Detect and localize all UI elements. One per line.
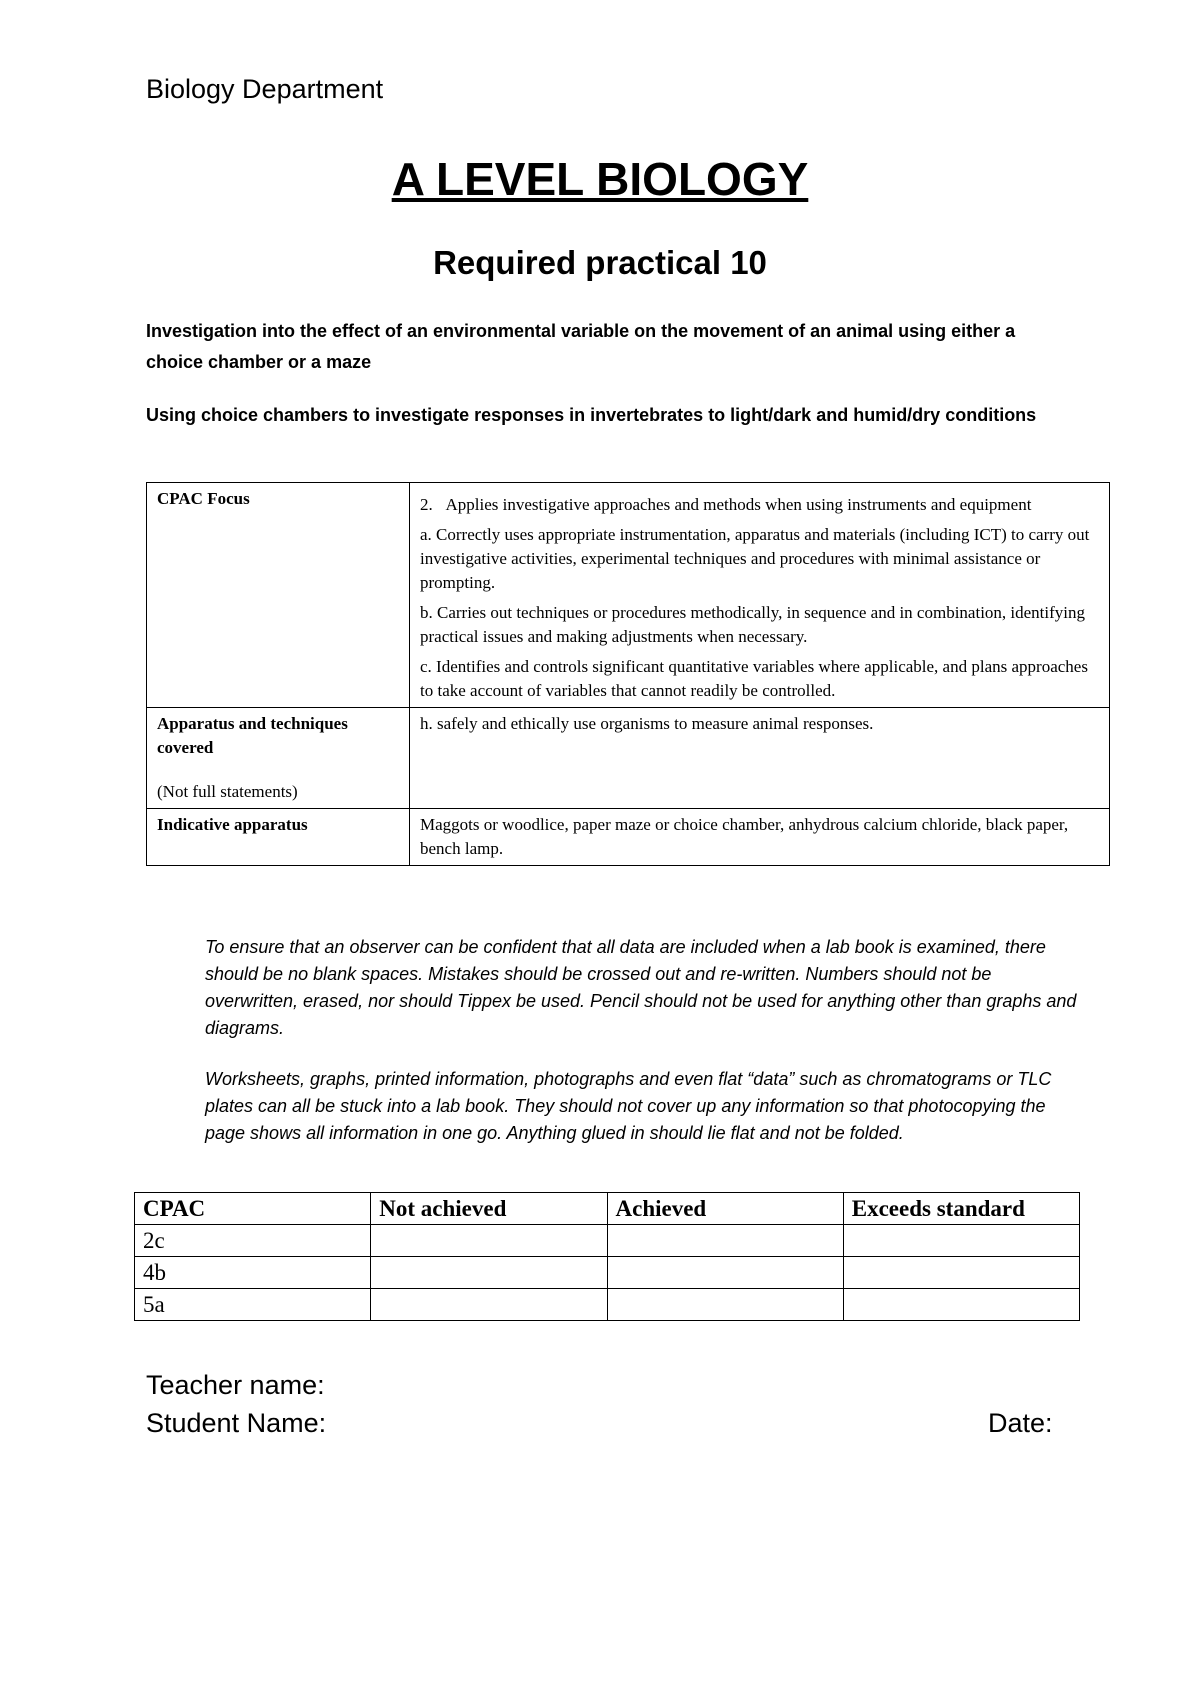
apparatus-label-cell (147, 708, 410, 809)
exceeds-cell[interactable] (843, 1225, 1079, 1257)
cpac-focus-label: CPAC Focus (147, 483, 410, 708)
method-description: Using choice chambers to investigate responses in invertebrates to light/dark and humid/dry conditions (146, 405, 1037, 425)
lab-book-guidance-2: Worksheets, graphs, printed information, photographs and even flat “data” such as chromatograms or TLC plates can all be stuck into a lab book. They should not cover up any information so that photocopying the page shows all information in one go. Anything glued in should lie flat and not be folded. (205, 1069, 1052, 1143)
table-row (135, 1257, 1080, 1289)
not-achieved-cell[interactable] (371, 1225, 607, 1257)
lab-book-guidance-1: To ensure that an observer can be confident that all data are included when a lab book is examined, there should be no blank spaces. Mistakes should be crossed out and re-written. Numbers should not be overwritten, erased, nor should Tippex be used. Pencil should not be used for anything other than graphs and diagrams. (205, 937, 1077, 1038)
achieved-cell[interactable] (607, 1225, 843, 1257)
cpac-focus-item-b: b. Carries out techniques or procedures methodically, in sequence and in combination, identifying practical issues and making adjustments when necessary. (420, 603, 1086, 646)
page-title: A LEVEL BIOLOGY (391, 153, 809, 205)
cpac-code: 4b (135, 1257, 371, 1289)
investigation-description: Investigation into the effect of an environmental variable on the movement of an animal using either a choice chamber or a maze (146, 321, 1016, 372)
apparatus-value: h. safely and ethically use organisms to measure animal responses. (410, 708, 1110, 809)
table-row (147, 483, 1110, 708)
cpac-code: 5a (135, 1289, 371, 1321)
teacher-name-label: Teacher name: (146, 1370, 325, 1400)
table-row (135, 1289, 1080, 1321)
cpac-assessment-table (134, 1192, 1080, 1321)
achieved-cell[interactable] (607, 1289, 843, 1321)
student-name-label: Student Name: (146, 1408, 327, 1438)
indicative-apparatus-label: Indicative apparatus (147, 809, 410, 866)
cpac-focus-table (146, 482, 1110, 866)
department-header: Biology Department (146, 74, 384, 104)
cpac-code: 2c (135, 1225, 371, 1257)
apparatus-label: Apparatus and techniques covered (157, 714, 348, 757)
apparatus-note: (Not full statements) (157, 782, 298, 801)
table-row (135, 1225, 1080, 1257)
cpac-focus-item-a: a. Correctly uses appropriate instrumentation, apparatus and materials (including ICT) to carry out investigative activities, experimental techniques and procedures with minimal assistance or prompting. (420, 525, 1090, 592)
column-header-achieved: Achieved (607, 1193, 843, 1225)
indicative-apparatus-value: Maggots or woodlice, paper maze or choice chamber, anhydrous calcium chloride, black paper, bench lamp. (410, 809, 1110, 866)
cpac-focus-cell (410, 483, 1110, 708)
column-header-exceeds: Exceeds standard (843, 1193, 1079, 1225)
exceeds-cell[interactable] (843, 1289, 1079, 1321)
exceeds-cell[interactable] (843, 1257, 1079, 1289)
table-header-row (135, 1193, 1080, 1225)
achieved-cell[interactable] (607, 1257, 843, 1289)
table-row (147, 708, 1110, 809)
column-header-not-achieved: Not achieved (371, 1193, 607, 1225)
date-label: Date: (988, 1408, 1053, 1438)
table-row (147, 809, 1110, 866)
cpac-focus-item-c: c. Identifies and controls significant quantitative variables where applicable, and plans approaches to take account of variables that cannot readily be controlled. (420, 657, 1088, 700)
page-subtitle: Required practical 10 (433, 244, 767, 281)
not-achieved-cell[interactable] (371, 1289, 607, 1321)
not-achieved-cell[interactable] (371, 1257, 607, 1289)
column-header-cpac: CPAC (135, 1193, 371, 1225)
cpac-focus-heading: 2. Applies investigative approaches and methods when using instruments and equipment (420, 495, 1032, 514)
